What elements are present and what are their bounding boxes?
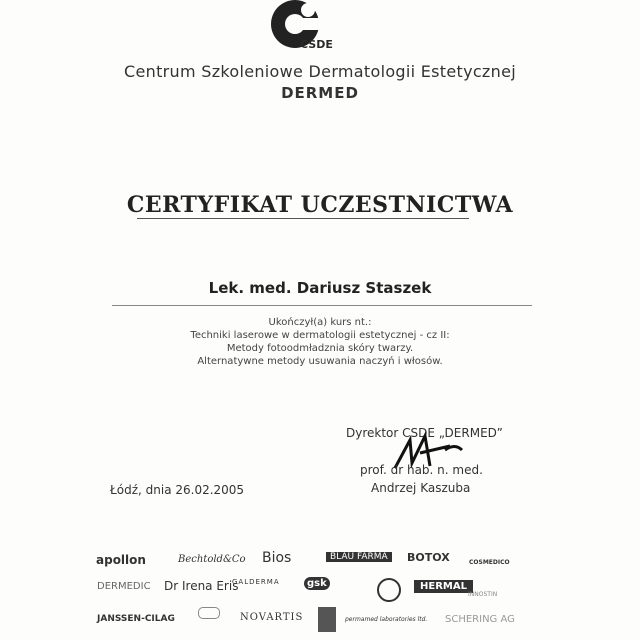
sponsor-logo: permamed laboratories ltd. <box>345 616 428 623</box>
course-line: Metody fotoodmładznia skóry twarzy. <box>226 343 414 354</box>
sponsor-logo: Dr Irena Eris <box>164 579 239 593</box>
certificate-title: CERTYFIKAT UCZESTNICTWA <box>126 192 514 218</box>
recipient-name: Lek. med. Dariusz Staszek <box>208 279 432 297</box>
sponsor-logo: apollon <box>96 553 146 567</box>
sponsor-logo: Bios <box>262 550 292 566</box>
place-date: Łódź, dnia 26.02.2005 <box>110 483 245 497</box>
csde-logo <box>268 0 333 54</box>
signatory-title: prof. dr hab. n. med. <box>360 463 483 477</box>
signatory-role: Dyrektor CSDE „DERMED” <box>346 426 503 440</box>
logo-text: CSDE <box>300 38 333 51</box>
sponsor-logo: INNOSTIN <box>468 591 498 598</box>
sponsor-logo: BLAU FARMA <box>326 552 392 562</box>
divider <box>137 218 469 219</box>
sponsor-logo <box>377 578 401 602</box>
sponsor-logo: JANSSEN-CILAG <box>97 614 175 624</box>
sponsor-logo: SCHERING AG <box>445 614 515 625</box>
signatory-name: Andrzej Kaszuba <box>371 481 471 495</box>
sponsor-logo: HERMAL <box>414 580 473 593</box>
sponsor-logo <box>198 607 220 619</box>
course-line: Techniki laserowe w dermatologii estetycznej - cz II: <box>190 330 450 341</box>
course-line: Alternatywne metody usuwania naczyń i włosów. <box>197 356 443 367</box>
organization-name: Centrum Szkoleniowe Dermatologii Estetycznej <box>124 62 516 81</box>
sponsor-logo: Bechtold&Co <box>178 554 246 565</box>
sponsor-logo: gsk <box>304 577 330 590</box>
divider <box>112 305 532 306</box>
sponsor-logo: DERMEDIC <box>97 581 151 592</box>
sponsor-logo: GALDERMA <box>232 578 280 586</box>
sponsor-logo: COSMEDICO <box>469 559 510 566</box>
sponsor-logo <box>318 607 336 632</box>
course-intro: Ukończył(a) kurs nt.: <box>268 317 372 328</box>
course-block <box>0 316 640 368</box>
sponsor-logo: BOTOX <box>407 551 450 564</box>
organization-short: DERMED <box>281 84 359 102</box>
sponsor-logo: NOVARTIS <box>240 612 304 623</box>
